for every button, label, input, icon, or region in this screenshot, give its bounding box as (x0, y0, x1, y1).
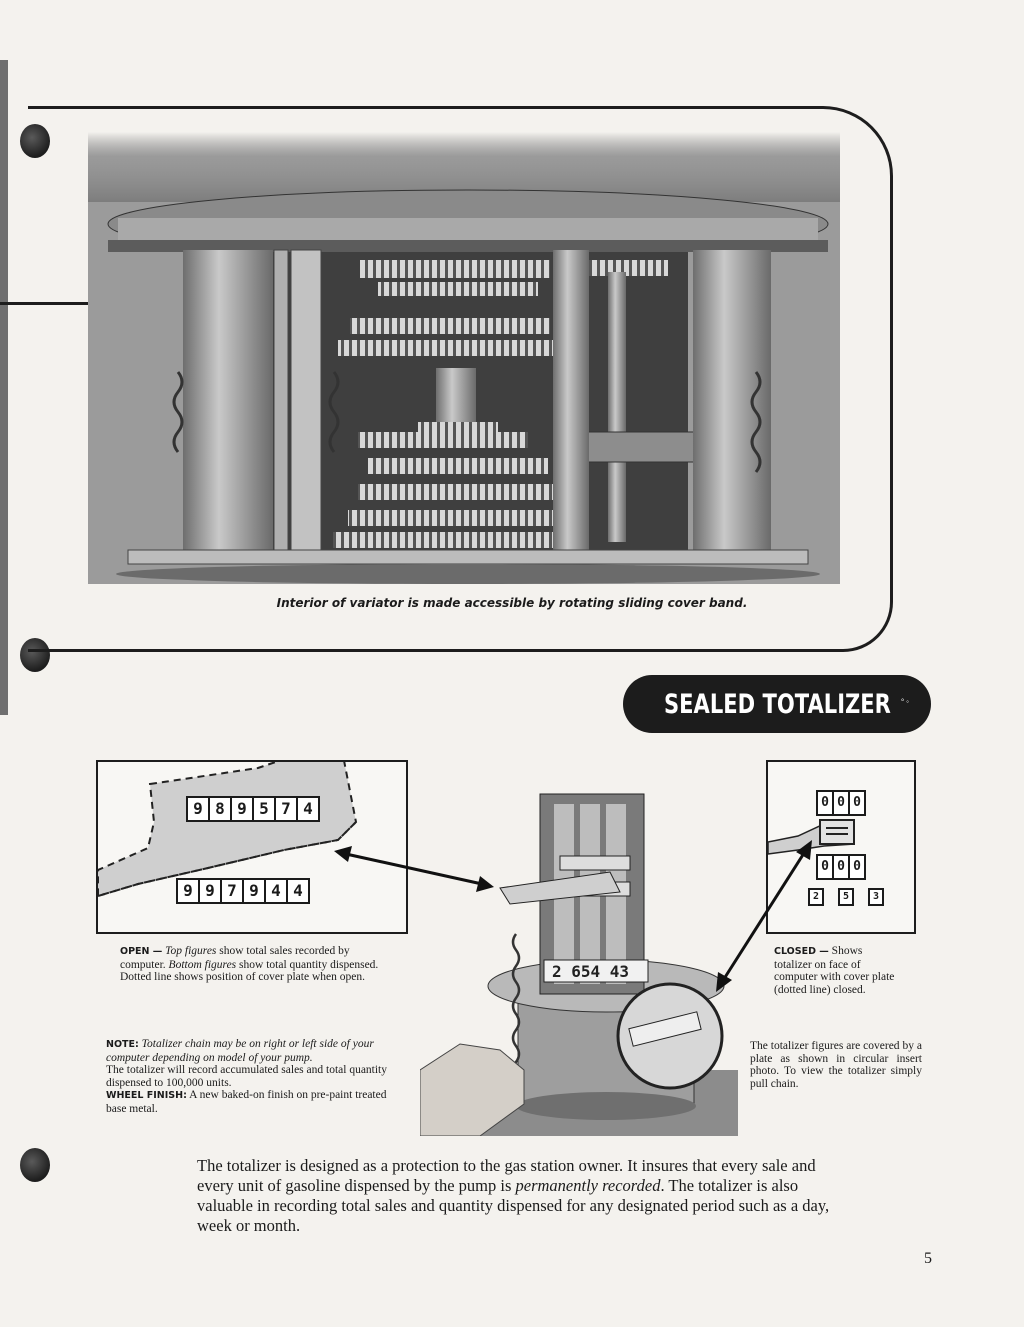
closed-digit-box (838, 888, 854, 906)
counter-digit: 5 (842, 891, 850, 902)
page-number: 5 (924, 1250, 932, 1267)
open-caption (120, 945, 386, 984)
note-italic: Totalizer chain may be on right or left side of your computer depending on model of your pump. (106, 1038, 374, 1064)
bottom-counter (176, 878, 310, 904)
section-title: SEALED TOTALIZER (663, 688, 891, 720)
counter-digit: 0 (853, 795, 861, 810)
body-emphasis: permanently recorded (515, 1176, 661, 1195)
counter-digit: 9 (200, 880, 222, 902)
open-caption-lead: OPEN — (120, 946, 163, 957)
counter-digit: 4 (303, 799, 313, 818)
counter-digit: 4 (293, 881, 303, 900)
variator-caption: Interior of variator is made accessible by rotating sliding cover band. (276, 596, 748, 610)
counter-digit: 2 (812, 891, 820, 902)
counter-digit: 9 (244, 880, 266, 902)
closed-bottom-digits (808, 888, 884, 906)
counter-digit: 7 (222, 880, 244, 902)
totalizer-photo (420, 774, 738, 1136)
photo-counter-readout: 2 654 43 (552, 962, 630, 981)
counter-digit: 9 (178, 880, 200, 902)
closed-counter-top (816, 790, 866, 816)
binding-strip (0, 60, 8, 715)
counter-digit: 0 (818, 792, 834, 814)
counter-digit: 9 (188, 798, 210, 820)
counter-digit: 3 (872, 891, 880, 902)
variator-interior-photo (88, 132, 840, 584)
counter-digit: 7 (276, 798, 298, 820)
counter-digit: 0 (818, 856, 834, 878)
open-caption-italic-2: Bottom figures (168, 958, 237, 971)
top-counter (186, 796, 320, 822)
cover-note: The totalizer figures are covered by a plate as shown in circular insert photo. To view the totalizer simply pull chain. (750, 1040, 922, 1090)
open-caption-italic-1: Top figures (165, 945, 217, 957)
punch-hole-bottom (20, 1148, 50, 1182)
open-caption-text-2: show total quantity dispensed. Dotted line shows position of cover plate when open. (120, 958, 379, 983)
title-dots: ° ◦ (900, 697, 909, 706)
open-caption-text-1: show total sales recorded by computer. (120, 945, 350, 971)
closed-caption (774, 945, 902, 996)
body-text-2: . The totalizer is also valuable in recording total sales and quantity dispensed for any designated period such as a day, week or month. (197, 1176, 830, 1235)
counter-digit: 9 (232, 798, 254, 820)
wheel-finish-lead: WHEEL FINISH: (106, 1090, 187, 1101)
closed-caption-text: Shows totalizer on face of computer with cover plate (dotted line) closed. (774, 945, 895, 996)
body-paragraph (197, 1156, 837, 1236)
note-lead: NOTE: (106, 1039, 139, 1050)
section-title-badge (623, 675, 931, 733)
closed-digit-box (868, 888, 884, 906)
counter-digit: 5 (254, 798, 276, 820)
closed-caption-lead: CLOSED — (774, 946, 829, 957)
counter-digit: 0 (853, 859, 861, 874)
counter-digit: 8 (210, 798, 232, 820)
counter-digit: 0 (834, 792, 850, 814)
counter-digit: 0 (834, 856, 850, 878)
note-text: The totalizer will record accumulated sales and total quantity dispensed to 100,000 units. (106, 1064, 388, 1089)
counter-digit: 4 (266, 880, 288, 902)
note-block (106, 1038, 396, 1115)
open-arrow (330, 840, 500, 900)
wheel-finish-text: A new baked-on finish on pre-paint treated base metal. (106, 1089, 387, 1115)
body-text-1: The totalizer is designed as a protection to the gas station owner. It insures that every sale and every unit of gasoline dispensed by the pump is (197, 1156, 816, 1195)
closed-counter-mid (816, 854, 866, 880)
